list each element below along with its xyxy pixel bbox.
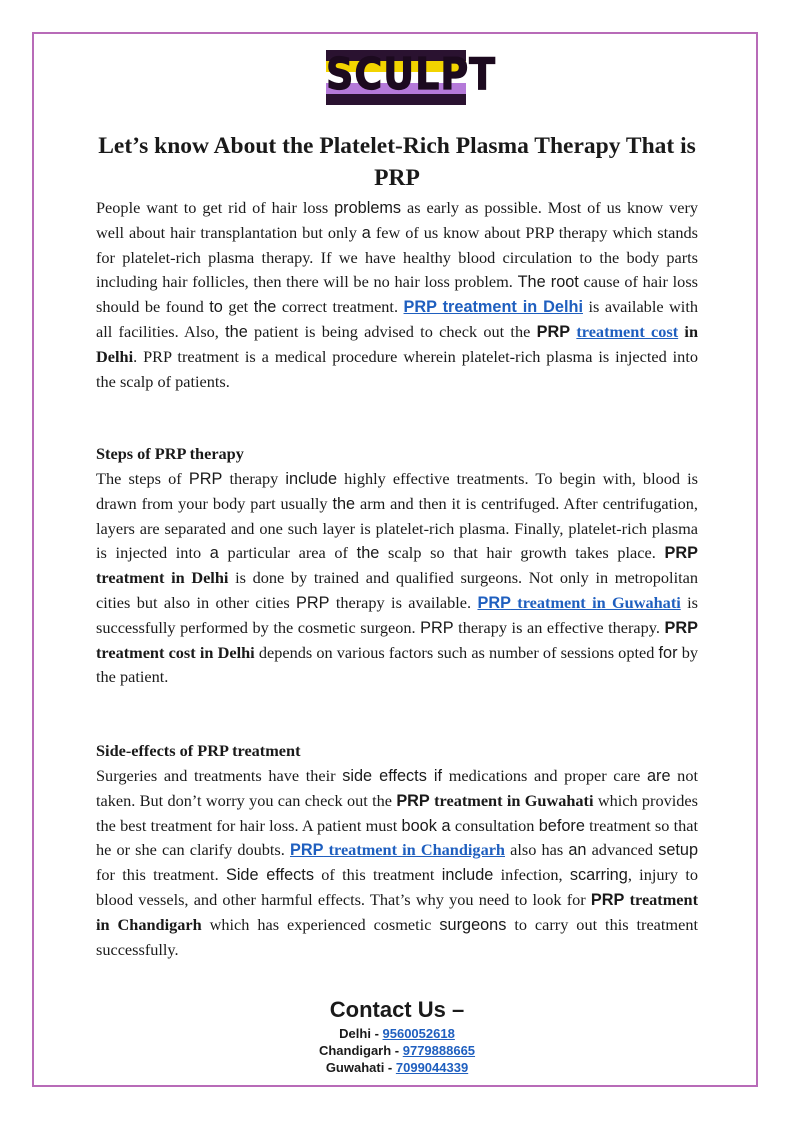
text: highly effective treatments. To begin with, blood is drawn from your body part usually [96,469,699,513]
text: patient is being advised to check out the [247,321,537,341]
text: get [222,297,254,317]
text: a [209,544,219,563]
contact-label: Guwahati - [325,1060,396,1075]
text: treatment in Guwahati [429,790,594,810]
chandigarh-phone-link[interactable]: 9779888665 [402,1043,476,1058]
contact-guwahati [0,1059,794,1076]
text: therapy is an effective therapy. [453,617,665,637]
text: the [332,494,356,513]
text: PRP [188,470,223,488]
prp-treatment-chandigarh-link[interactable] [290,840,505,859]
text: correct treatment. [276,297,404,317]
delhi-phone-link[interactable]: 9560052618 [382,1026,455,1041]
text: treatment cost in Delhi [96,642,255,662]
text: setup [658,841,699,860]
text: which provides the best treatment for hair loss. A patient must [96,790,698,835]
steps-paragraph [96,467,698,690]
text: book a [401,816,451,835]
text: PRP [664,618,698,637]
text: treatment in Delhi [96,568,229,588]
text: problems [334,199,402,217]
text: therapy is available. [329,592,478,612]
text: is available with all facilities. Also, [96,297,698,341]
text: medications and proper care [442,766,647,785]
sculpt-logo [326,48,497,105]
logo-text: SCULPT [326,48,497,100]
text: before [538,816,585,835]
text: by the patient. [96,642,698,687]
text: PRP [590,890,625,909]
text: PRP [296,593,330,612]
page-title: Let’s know About the Platelet-Rich Plasma Therapy That is PRP [98,133,696,191]
text: The root [517,273,579,292]
text: , injury to blood vessels, and other harmful effects. That’s why you need to look for [96,865,699,909]
text: is done by trained and qualified surgeons. Not only in metropolitan cities but also in other cities [96,568,698,612]
text: of this treatment [313,865,442,885]
text: PRP [396,791,430,810]
text: infection, [493,865,570,885]
text: PRP [536,322,571,341]
text: PRP [477,593,511,612]
text: few of us know about PRP therapy which stands for platelet-rich plasma therapy. If we have healthy blood circulation to the body parts including hair follicles, then there will be no hair loss problem. [96,222,698,292]
text: treatment in Chandigarh [323,840,505,860]
text: surgeons [439,915,507,934]
contact-label: Delhi - [339,1026,383,1041]
text: PRP [289,841,324,860]
text: PRP [664,544,698,563]
text: Side effects [225,866,314,885]
contact-chandigarh [0,1042,794,1059]
text: not taken. But don’t worry you can check out the [96,766,698,810]
text: which has experienced cosmetic [201,914,440,934]
text: for this treatment. [96,865,226,885]
text: consultation [450,815,539,835]
text: also has [505,840,569,860]
text: is successfully performed by the cosmetic surgeon. [96,592,698,637]
text: depends on various factors such as number of sessions opted [254,642,659,662]
guwahati-phone-link[interactable]: 7099044339 [395,1060,469,1075]
contact-delhi [0,1025,794,1042]
text: Surgeries and treatments have their [96,766,343,785]
text: side effects if [342,767,443,785]
text: cause of hair loss should be found [96,272,698,317]
text: as early as possible. Most of us know very well about hair transplantation but only [96,198,699,242]
text: particular area of [218,543,357,563]
text: include [285,470,338,488]
text: the [225,322,248,341]
text: an [568,841,587,860]
text: . PRP treatment is a medical procedure wherein platelet-rich plasma is injected into the scalp of patients. [96,346,698,391]
text: People want to get rid of hair loss [96,198,335,217]
text: arm and then it is centrifuged. After centrifugation, layers are separated and one such layer is platelet-rich plasma. Finally, platelet-rich plasma is injected into [96,493,698,563]
steps-heading: Steps of PRP therapy [96,444,244,463]
contact-label: Chandigarh - [318,1043,403,1058]
text: treatment in Chandigarh [96,889,698,934]
text: the [356,544,380,563]
side-effects-paragraph [96,764,698,962]
text: in Delhi [96,321,699,366]
text: for [658,643,678,662]
side-effects-heading: Side-effects of PRP treatment [96,741,301,760]
text: the [253,298,277,317]
text: include [441,866,494,885]
intro-paragraph [96,196,698,394]
text: scarring [569,866,628,885]
text: a [361,223,371,242]
text: to [209,298,223,317]
text: are [647,767,671,785]
text: treatment in Guwahati [510,592,681,612]
text: advanced [586,840,659,860]
text: to carry out this treatment successfully. [96,914,698,959]
prp-treatment-delhi-link[interactable]: PRP treatment in Delhi [403,298,583,317]
text: scalp so that hair growth takes place. [379,543,665,563]
text: The steps of [96,469,189,488]
text: treatment so that he or she can clarify doubts. [96,815,699,860]
text: therapy [222,469,286,488]
text: PRP [420,618,454,637]
contact-title: Contact Us – [329,997,465,1022]
treatment-cost-link[interactable]: treatment cost [576,321,679,341]
prp-treatment-guwahati-link[interactable] [477,593,680,612]
